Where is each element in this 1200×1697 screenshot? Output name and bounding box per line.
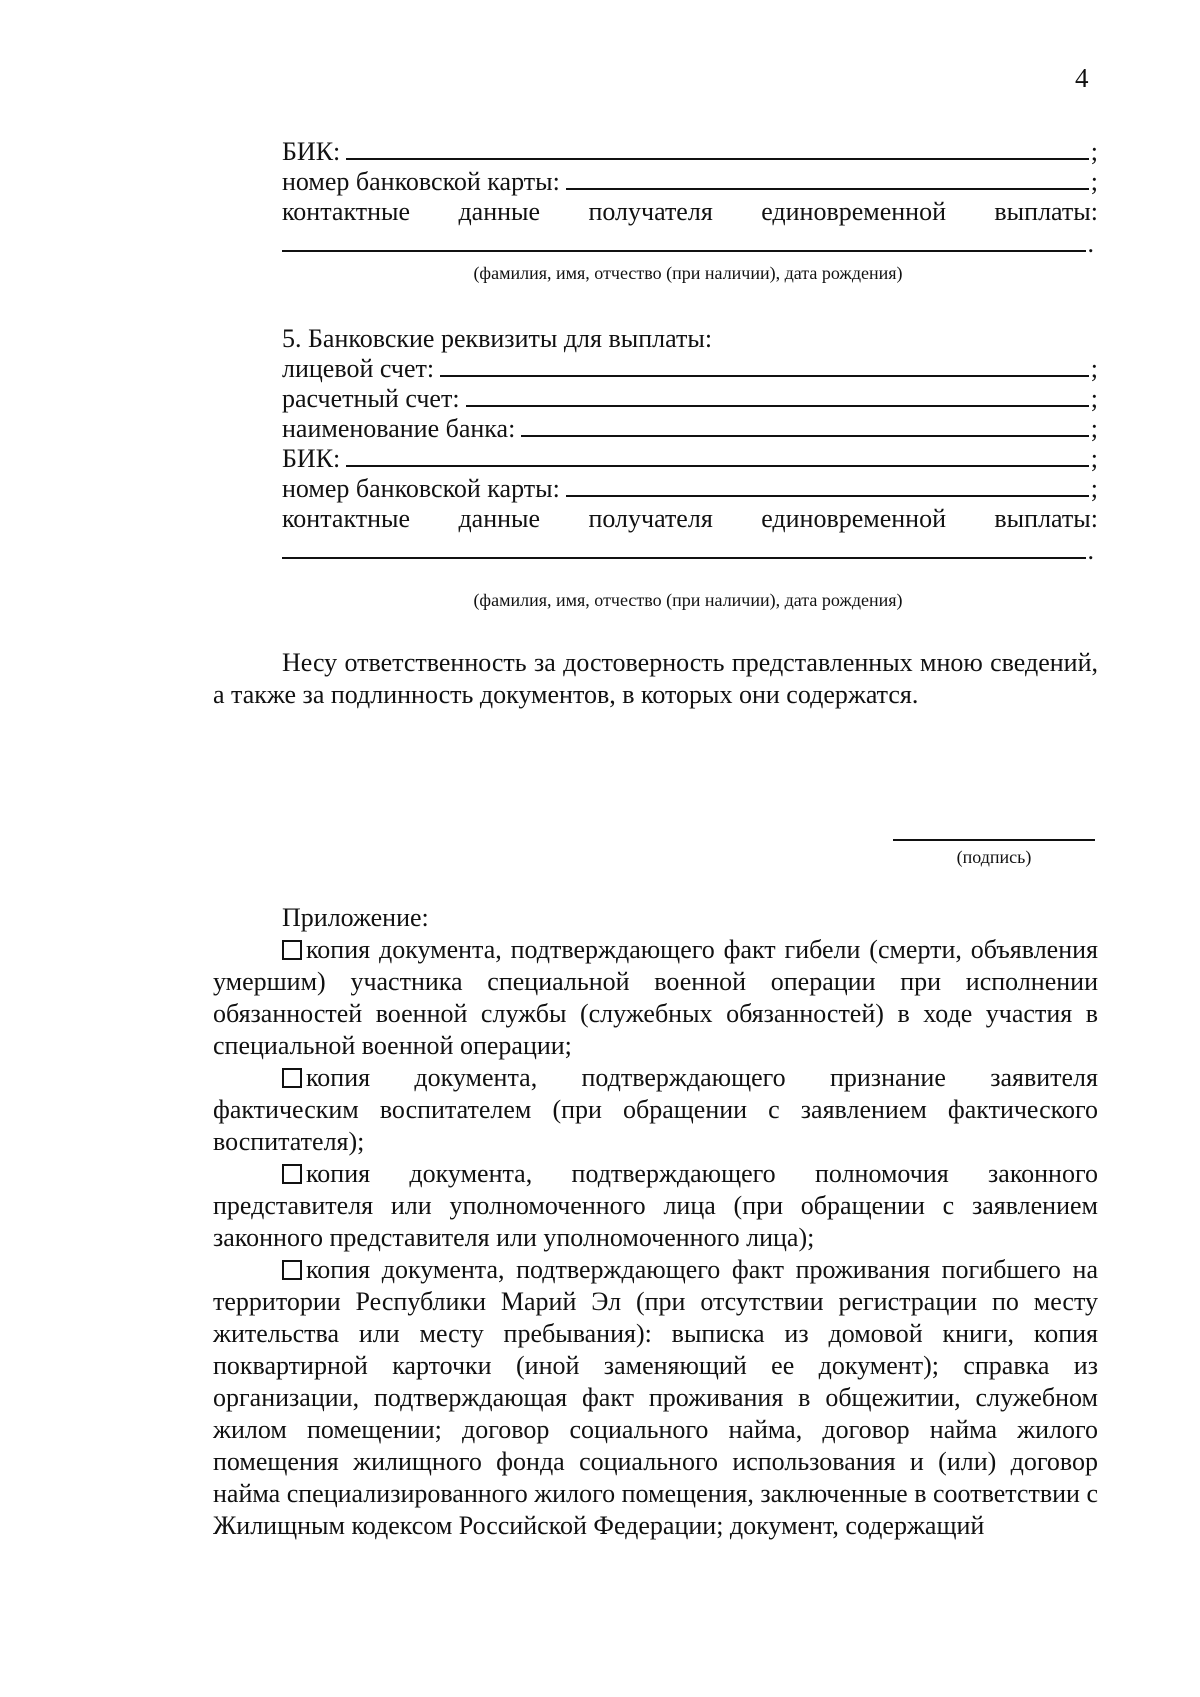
bik-blank[interactable] (346, 136, 1088, 160)
contacts-caption: (фамилия, имя, отчество (при наличии), дата рождения) (473, 590, 903, 610)
personal-account-label: лицевой счет: (282, 354, 435, 383)
bik-field-2: БИК: ; (282, 444, 1098, 473)
contacts-field-2: . (282, 533, 1094, 565)
bank-details-heading: 5. Банковские реквизиты для выплаты: (282, 324, 713, 353)
contacts-field-1: . (282, 226, 1094, 258)
page-number: 4 (1075, 63, 1089, 93)
bik-blank[interactable] (346, 443, 1088, 467)
checkbox[interactable] (282, 940, 302, 960)
bik-field-1: БИК: ; (282, 137, 1098, 166)
checkbox[interactable] (282, 1164, 302, 1184)
settlement-account-field: расчетный счет: ; (282, 384, 1098, 413)
bik-label: БИК: (282, 444, 341, 473)
bank-name-label: наименование банка: (282, 414, 516, 443)
signature-caption: (подпись) (956, 847, 1032, 867)
bik-label: БИК: (282, 137, 341, 166)
appendix-item: копия документа, подтверждающего факт гибели (смерти, объявления умершим) участника специальной военной операции при исполнении обязанностей военной службы (служебных обязанностей) в ходе участия в специальной военной операции; (213, 935, 1098, 1060)
checkbox[interactable] (282, 1260, 302, 1280)
settlement-account-blank[interactable] (466, 383, 1089, 407)
card-blank[interactable] (566, 166, 1089, 190)
card-label: номер банковской карты: (282, 167, 560, 196)
appendix-item: копия документа, подтверждающего полномочия законного представителя или уполномоченного лица (при обращении с заявлением законного представителя или уполномоченного лица); (213, 1159, 1098, 1252)
contacts-label-2: контактные данные получателя единовременной выплаты: (282, 504, 1098, 533)
personal-account-blank[interactable] (440, 353, 1089, 377)
signature-line[interactable] (893, 839, 1095, 841)
contacts-blank[interactable] (282, 533, 1086, 559)
bank-name-blank[interactable] (521, 413, 1088, 437)
personal-account-field: лицевой счет: ; (282, 354, 1098, 383)
card-field-1: номер банковской карты: ; (282, 167, 1098, 196)
checkbox[interactable] (282, 1068, 302, 1088)
appendix-item: копия документа, подтверждающего факт проживания погибшего на территории Республики Марий Эл (при отсутствии регистрации по месту жительства или месту пребывания): выписка из домовой книги, копия поквартирной карточки (иной заменяющий ее документ); справка из организации, подтверждающая факт проживания в общежитии, служебном жилом помещении; договор социального найма, договор найма жилого помещения жилищного фонда социального использования и (или) договор найма специализированного жилого помещения, заключенные в соответствии с Жилищным кодексом Российской Федерации; документ, содержащий (213, 1255, 1098, 1540)
card-label: номер банковской карты: (282, 474, 560, 503)
bank-name-field: наименование банка: ; (282, 414, 1098, 443)
card-field-2: номер банковской карты: ; (282, 474, 1098, 503)
contacts-blank[interactable] (282, 226, 1086, 252)
contacts-caption: (фамилия, имя, отчество (при наличии), дата рождения) (473, 263, 903, 283)
appendix-item: копия документа, подтверждающего признание заявителя фактическим воспитателем (при обращении с заявлением фактического воспитателя); (213, 1063, 1098, 1156)
settlement-account-label: расчетный счет: (282, 384, 460, 413)
responsibility-statement: Несу ответственность за достоверность представленных мною сведений, а также за подлинность документов, в которых они содержатся. (213, 648, 1098, 709)
contacts-label-1: контактные данные получателя единовременной выплаты: (282, 197, 1098, 226)
card-blank[interactable] (566, 473, 1089, 497)
appendix-heading: Приложение: (282, 903, 429, 932)
